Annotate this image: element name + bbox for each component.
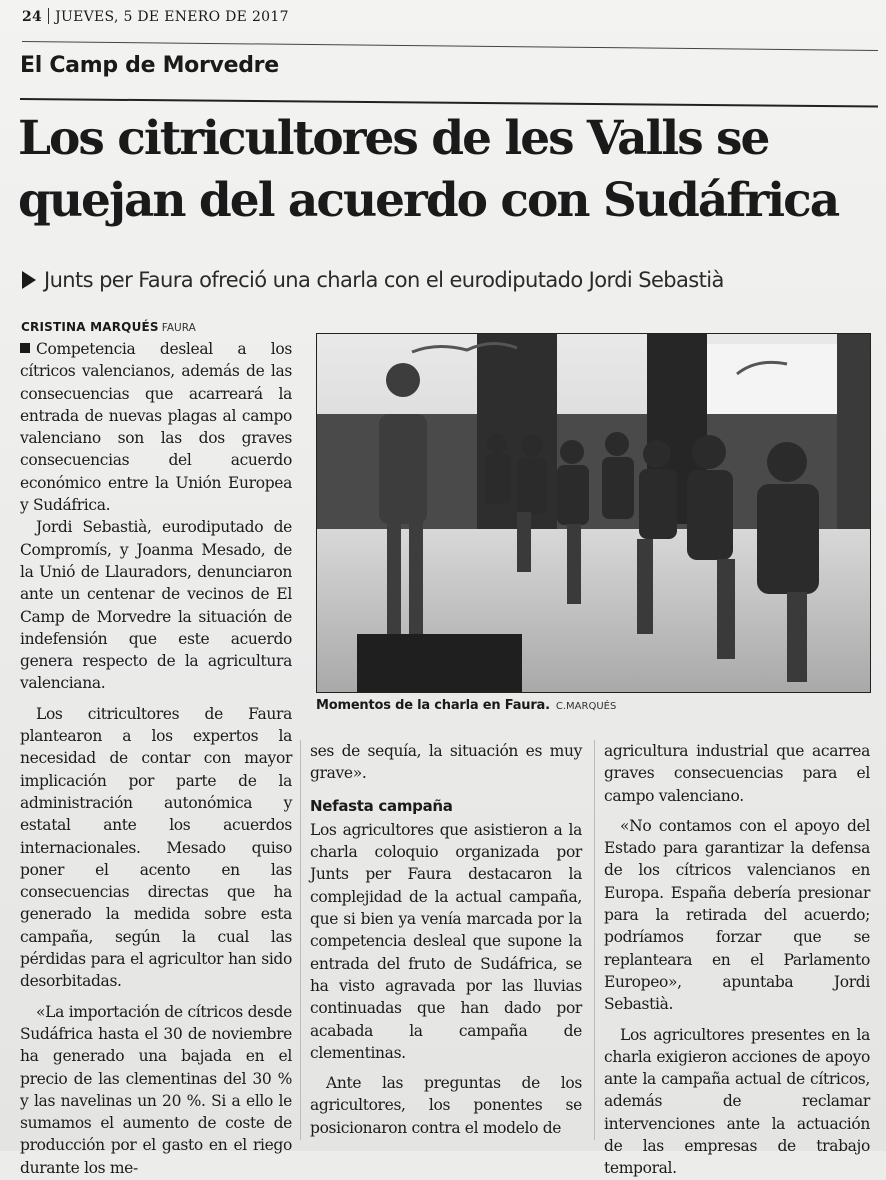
paragraph: ses de sequía, la situación es muy grave». bbox=[310, 742, 582, 783]
section-title: El Camp de Morvedre bbox=[20, 53, 279, 78]
section-rule bbox=[20, 98, 878, 107]
issue-date: JUEVES, 5 DE ENERO DE 2017 bbox=[55, 9, 289, 25]
photo-caption bbox=[316, 698, 616, 713]
photo-credit: C.MARQUÉS bbox=[555, 701, 617, 712]
folio-separator bbox=[48, 8, 49, 24]
paragraph: Los agricultores presentes en la charla exigieron acciones de apoyo ante la campaña actual de cítricos, además de reclamar intervenciones ante la actuación de las empresas de trabajo temporal. bbox=[604, 1025, 870, 1178]
square-bullet-icon bbox=[20, 343, 30, 353]
paragraph: agricultura industrial que acarrea graves consecuencias para el campo valenciano. bbox=[604, 742, 870, 805]
paragraph: «No contamos con el apoyo del Estado para garantizar la defensa de los cítricos valencianos en Europa. España debería presionar para la retirada del acuerdo; podríamos forzar que se replanteara en el Parlamento Europeo», apuntaba Jordi Sebastià. bbox=[604, 816, 870, 1014]
article-column-1 bbox=[20, 338, 292, 1179]
column-divider bbox=[300, 740, 301, 1140]
subheadline bbox=[22, 268, 724, 292]
caption-text: Momentos de la charla en Faura. bbox=[316, 698, 550, 713]
paragraph: Los citricultores de Faura plantearon a los expertos la necesidad de contar con mayor implicación por parte de la administración autonómica y estatal ante los acuerdos internacionales. Mesado quiso poner el acento en las consecuencias directas que ha generado la medida sobre esta campaña, según la cual las pérdidas para el agricultor han sido desorbitadas. bbox=[20, 704, 292, 991]
lead-paragraph: Competencia desleal a los cítricos valencianos, además de las consecuencias que acarreará la entrada de nuevas plagas al campo valenciano son las dos graves consecuencias del acuerdo económico entre la Unión Europea y Sudáfrica. bbox=[20, 340, 292, 515]
paragraph: Los agricultores que asistieron a la charla coloquio organizada por Junts per Faura destacaron la complejidad de la actual campaña, que si bien ya venía marcada por la competencia desleal que supone la entrada del fruto de Sudáfrica, se ha visto agravada por las lluvias continuadas que han dado por acabada la campaña de clementinas. bbox=[310, 820, 582, 1062]
column-divider bbox=[594, 740, 595, 1140]
byline bbox=[21, 320, 196, 334]
paragraph: Jordi Sebastià, eurodiputado de Compromís, y Joanma Mesado, de la Unió de Llauradors, denunciaron ante un centenar de vecinos de El Camp de Morvedre la situación de indefensión que este acuerdo genera respecto de la agricultura valenciana. bbox=[20, 518, 292, 693]
event-photo bbox=[316, 333, 871, 693]
header-rule bbox=[22, 41, 878, 51]
photo-illustration bbox=[317, 334, 870, 692]
page-number: 24 bbox=[22, 9, 43, 25]
headline-line-2: quejan del acuerdo con Sudáfrica bbox=[18, 173, 839, 228]
article-column-2 bbox=[310, 740, 582, 1139]
article-column-3 bbox=[604, 740, 870, 1180]
headline-line-1: Los citricultores de les Valls se bbox=[18, 111, 769, 166]
paragraph: «La importación de cítricos desde Sudáfrica hasta el 30 de noviembre ha generado una bajada en el precio de las clementinas del 30 % y las navelinas un 20 %. Si a ello le sumamos el aumento de coste de producción por el gasto en el riego durante los me- bbox=[20, 1002, 292, 1177]
author-name: CRISTINA MARQUÉS bbox=[21, 320, 159, 334]
subheading: Nefasta campaña bbox=[310, 796, 453, 815]
paragraph: Ante las preguntas de los agricultores, los ponentes se posicionaron contra el modelo de bbox=[310, 1074, 582, 1137]
page-folio bbox=[22, 8, 289, 25]
subheadline-text: Junts per Faura ofreció una charla con el eurodiputado Jordi Sebastià bbox=[44, 268, 724, 292]
byline-location: FAURA bbox=[161, 322, 196, 334]
triangle-bullet-icon bbox=[22, 271, 36, 289]
headline bbox=[18, 108, 884, 232]
